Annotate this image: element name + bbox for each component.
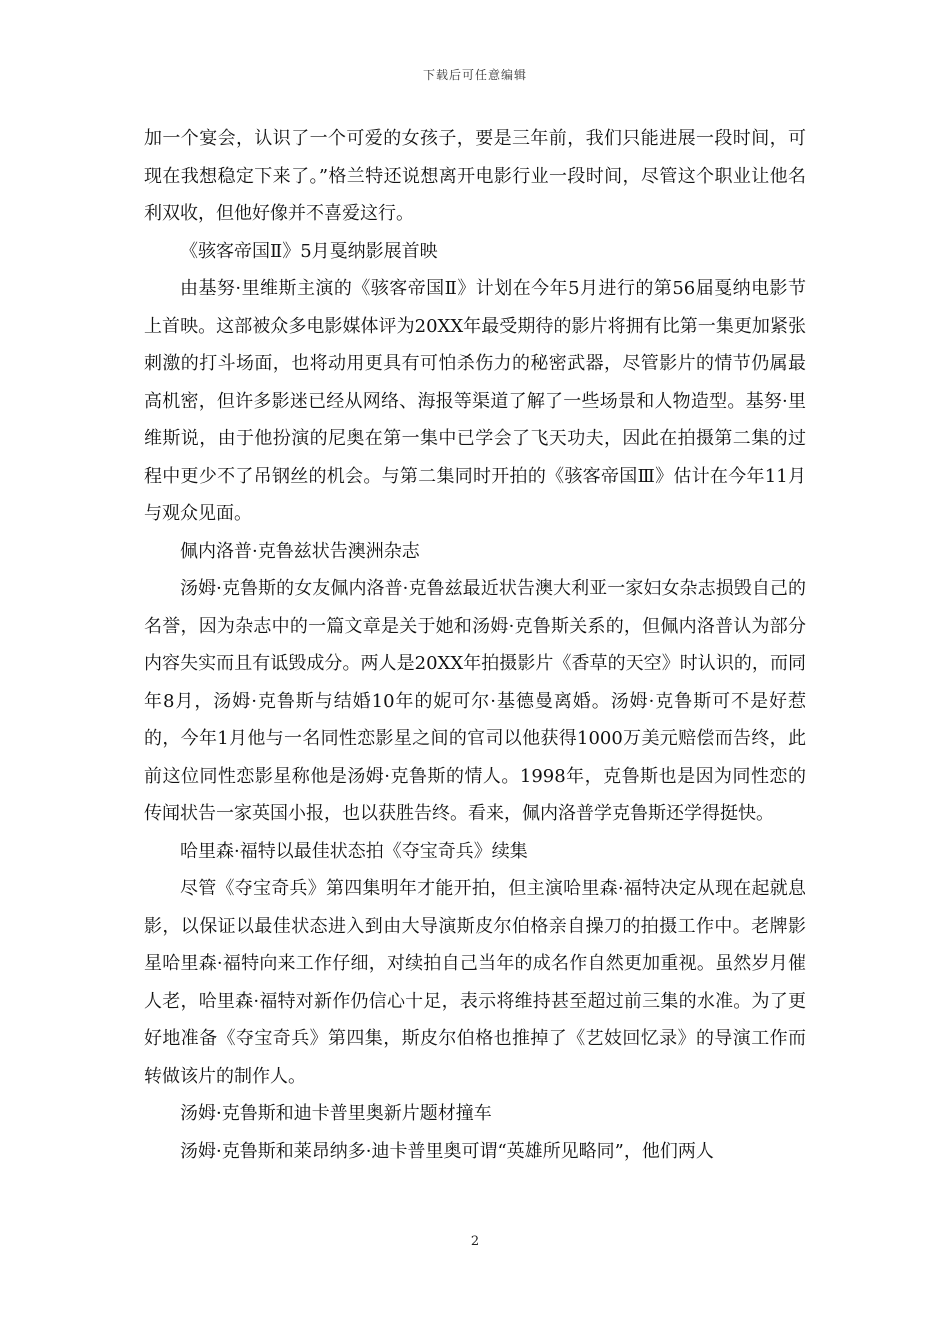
paragraph-cruise-dicaprio: 汤姆·克鲁斯和莱昂纳多·迪卡普里奥可谓“英雄所见略同”，他们两人 [180,1140,714,1162]
paragraph-continued: 加一个宴会，认识了一个可爱的女孩子，要是三年前，我们只能进展一段时间，可现在我想稳定下来了。”格兰特还说想离开电影行业一段时间，尽管这个职业让他名利双收，但他好像并不喜爱这行。 [144,128,806,224]
section-heading-penelope: 佩内洛普·克鲁兹状告澳洲杂志 [180,540,420,562]
page-header: 下载后可任意编辑 [422,68,527,82]
paragraph-matrix: 由基努·里维斯主演的《骇客帝国Ⅱ》计划在今年5月进行的第56届戛纳电影节上首映。这部被众多电影媒体评为20XX年最受期待的影片将拥有比第一集更加紧张刺激的打斗场面，也将动用更具有可怕杀伤力的秘密武器，尽管影片的情节仍属最高机密，但许多影迷已经从网络、海报等渠道了解了一些场景和人物造型。基努·里维斯说，由于他扮演的尼奥在第一集中已学会了飞天功夫，因此在拍摄第二集的过程中更少不了吊钢丝的机会。与第二集同时开拍的《骇客帝国Ⅲ》估计在今年11月与观众见面。 [144,278,806,524]
page-number: 2 [470,1234,480,1249]
section-heading-indiana-jones: 哈里森·福特以最佳状态拍《夺宝奇兵》续集 [180,840,528,862]
paragraph-penelope: 汤姆·克鲁斯的女友佩内洛普·克鲁兹最近状告澳大利亚一家妇女杂志损毁自己的名誉，因为杂志中的一篇文章是关于她和汤姆·克鲁斯关系的，但佩内洛普认为部分内容失实而且有诋毁成分。两人是20XX年拍摄影片《香草的天空》时认识的，而同年8月，汤姆·克鲁斯与结婚10年的妮可尔·基德曼离婚。汤姆·克鲁斯可不是好惹的，今年1月他与一名同性恋影星之间的官司以他获得1000万美元赔偿而告终，此前这位同性恋影星称他是汤姆·克鲁斯的情人。1998年，克鲁斯也是因为同性恋的传闻状告一家英国小报，也以获胜告终。看来，佩内洛普学克鲁斯还学得挺快。 [144,578,806,824]
section-heading-cruise-dicaprio: 汤姆·克鲁斯和迪卡普里奥新片题材撞车 [180,1103,492,1124]
section-heading-matrix: 《骇客帝国Ⅱ》5月戛纳影展首映 [180,240,438,262]
document-body [144,120,806,1170]
paragraph-indiana-jones: 尽管《夺宝奇兵》第四集明年才能开拍，但主演哈里森·福特决定从现在起就息影，以保证以最佳状态进入到由大导演斯皮尔伯格亲自操刀的拍摄工作中。老牌影星哈里森·福特向来工作仔细，对续拍自己当年的成名作自然更加重视。虽然岁月催人老，哈里森·福特对新作仍信心十足，表示将维持甚至超过前三集的水准。为了更好地准备《夺宝奇兵》第四集，斯皮尔伯格也推掉了《艺妓回忆录》的导演工作而转做该片的制作人。 [144,878,806,1087]
